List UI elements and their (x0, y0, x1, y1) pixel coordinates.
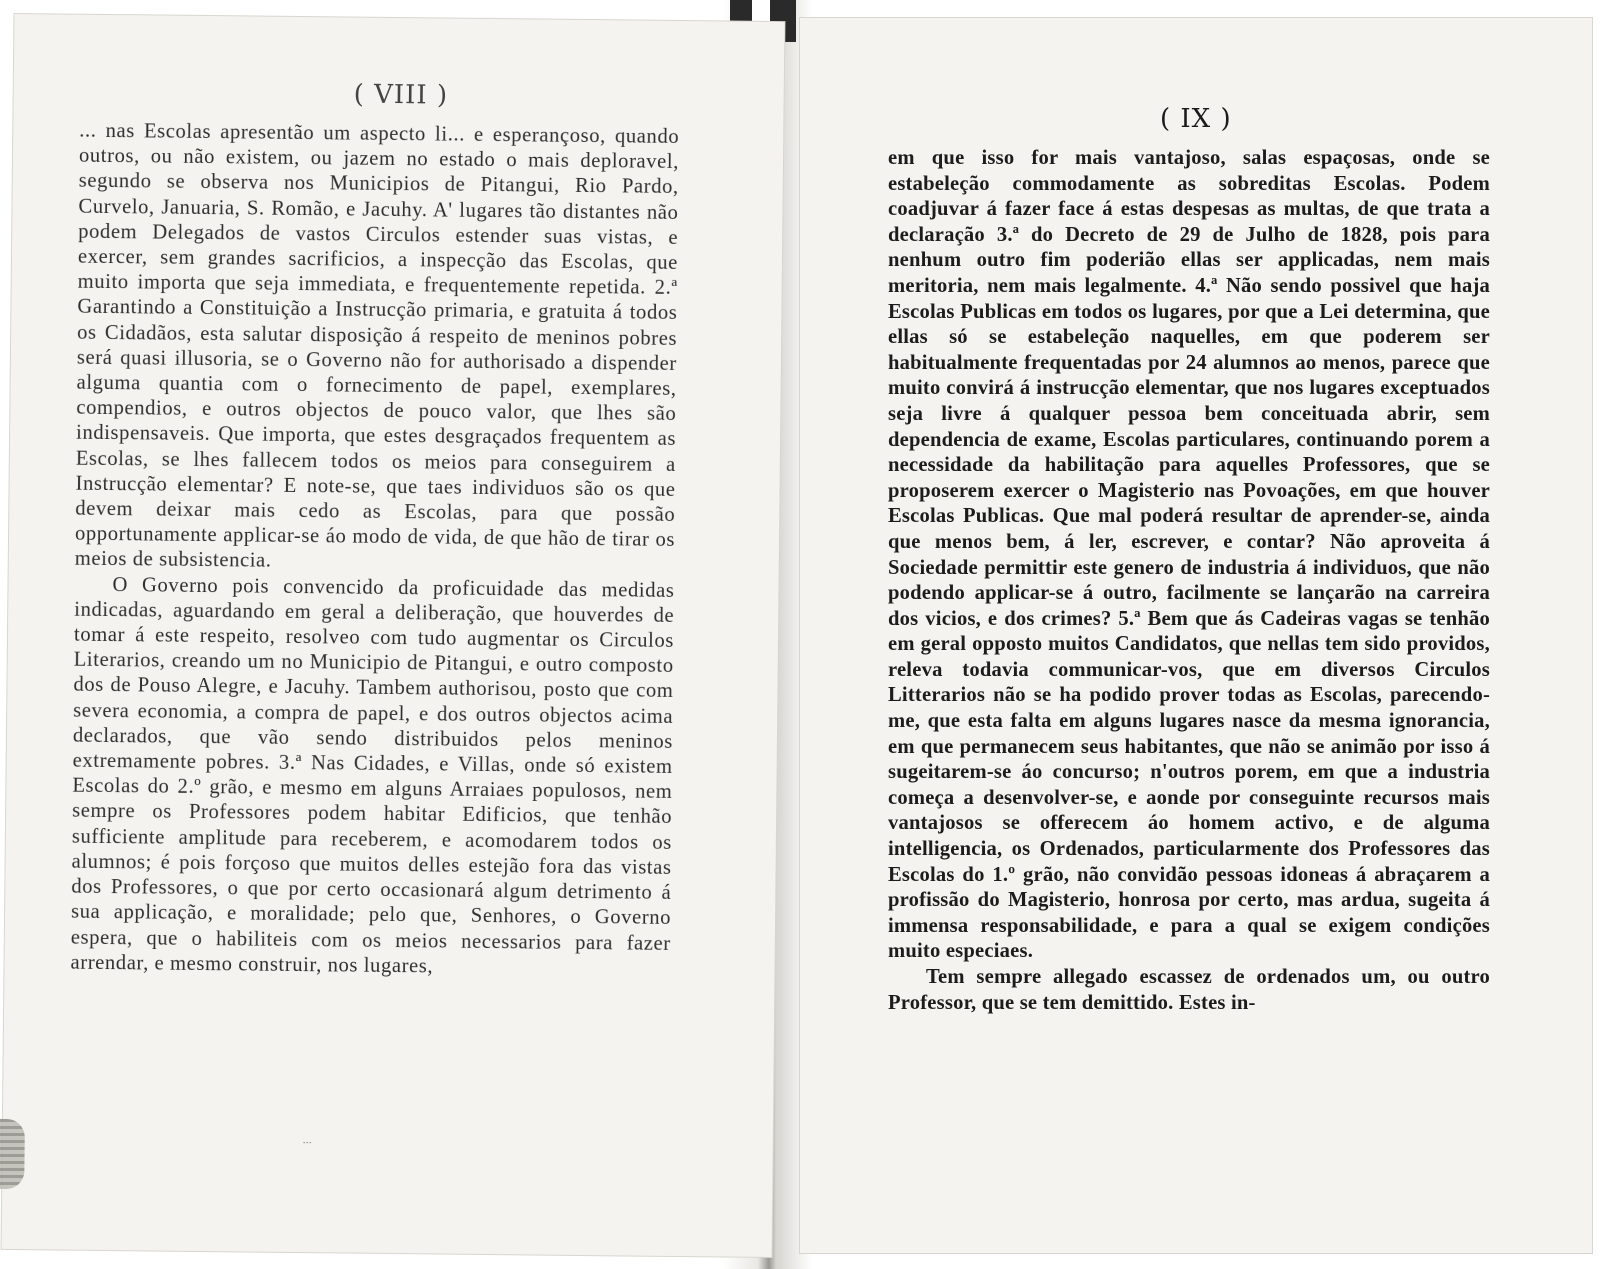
left-paragraph-2: O Governo pois convencido da proficuidade das medidas indicadas, aguardando em geral a deliberação, que houverdes de tomar á este respeito, resolveo com tudo augmentar os Circulos Literarios, creando um no Municipio de Pitangui, e outro composto dos de Pouso Alegre, e Jacuhy. Tambem authorisou, posto que com severa economia, a compra de papel, e dos outros objectos acima declarados, que vão sendo distribuidos pelos meninos extremamente pobres. 3.ª Nas Cidades, e Villas, onde só existem Escolas do 2.º grão, e mesmo em alguns Arraiaes populosos, nem sempre os Professores podem habitar Edificios, que tenhão sufficiente amplitude para receberem, e acomodarem todos os alumnos; é pois forçoso que muitos delles estejão fora das vistas dos Professores, o que por certo occasionará algum detrimento á sua applicação, e moralidade; pelo que, Senhores, o Governo espera, que o habiliteis com os meios necessarios para fazer arrendar, e mesmo construir, nos lugares, (70, 573, 675, 978)
right-paragraph-1: em que isso for mais vantajoso, salas espaçosas, onde se estabeleção commodamente as sobreditas Escolas. Podem coadjuvar á fazer face á estas despesas as multas, de que trata a declaração 3.ª do Decreto de 29 de Julho de 1828, pois para nenhum outro fim poderião ellas ser applicadas, nem mais meritoria, nem mais legalmente. 4.ª Não sendo possivel que haja Escolas Publicas em todos os lugares, por que a Lei determina, que ellas só se estabeleção naquelles, em que poderem ser habitualmente frequentadas por 24 alumnos ao menos, parece que muito convirá á instrucção elementar, que nos lugares exceptuados seja livre á qualquer pessoa bem conceituada abrir, sem dependencia de exame, Escolas particulares, continuando porem a necessidade da habilitação para aquelles Professores, que se proposerem exercer o Magisterio nas Povoações, em que houver Escolas Publicas. Que mal poderá resultar de aprender-se, ainda que menos bem, á ler, escrever, e contar? Não aproveita á Sociedade permittir este genero de industria á individuos, que não podendo applicar-se á outro, facilmente se lançarão na carreira dos vicios, e dos crimes? 5.ª Bem que ás Cadeiras vagas se tenhão em geral opposto muitos Candidatos, que nellas tem sido providos, releva todavia communicar-vos, que em diversos Circulos Litterarios não se ha podido prover todas as Escolas, parecendo-me, que esta falta em alguns lugares nasce da mesma ignorancia, em que permanecem seus habitantes, que não se animão por isso á sugeitarem-se áo concurso; n'outros porem, em que a industria começa a desenvolver-se, e aonde por conseguinte recursos mais vantajosos se offerecem áo homem activo, e de alguma intelligencia, os Ordenados, particularmente dos Professores das Escolas do 1.º grão, não convidão pessoas idoneas á abraçarem a profissão do Magisterio, honrosa por certo, mas ardua, sugeita á immensa responsabilidade, e para a qual se exigem condições muito especiaes. (888, 147, 1490, 963)
right-paragraph-2: Tem sempre allegado escassez de ordenados um, ou outro Professor, que se tem demittido. Estes in- (888, 966, 1490, 1014)
right-page (800, 18, 1592, 1253)
left-page-footer-mark: ... (302, 1132, 312, 1147)
left-page-number: ( VIII ) (353, 79, 449, 111)
left-paragraph-1: ... nas Escolas apresentão um aspecto li... e esperançoso, quando outros, ou não existem, ou jazem no estado o mais deploravel, segundo se observa nos Municipios de Pitangui, Rio Pardo, Curvelo, Januaria, S. Romão, e Jacuhy. A' lugares tão distantes não podem Delegados de vastos Circulos estender suas vistas, e exercer, sem grandes sacrificios, a inspecção das Escolas, que muito importa que seja immediata, e frequentemente repetida. 2.ª Garantindo a Constituição a Instrucção primaria, e gratuita á todos os Cidadãos, esta salutar disposição á respeito de meninos pobres será quasi illusoria, se o Governo não for authorisado a dispender alguma quantia com o fornecimento de papel, exemplares, compendios, e outros objectos de pouco valor, que lhes são indispensaveis. Que importa, que estes desgraçados frequentem as Escolas, se lhes fallecem todos os meios para conseguirem a Instrucção elementar? E note-se, que taes individuos são os que devem deixar mais cedo as Escolas, para que possão opportunamente applicar-se áo modo de vida, de que hão de tirar os meios de subsistencia. (74, 119, 680, 573)
left-page-body (70, 119, 679, 982)
right-page-body (888, 146, 1490, 1016)
page-edge-clip-icon (0, 1119, 25, 1189)
right-page-number: ( IX ) (1160, 104, 1232, 134)
left-page (2, 14, 785, 1257)
